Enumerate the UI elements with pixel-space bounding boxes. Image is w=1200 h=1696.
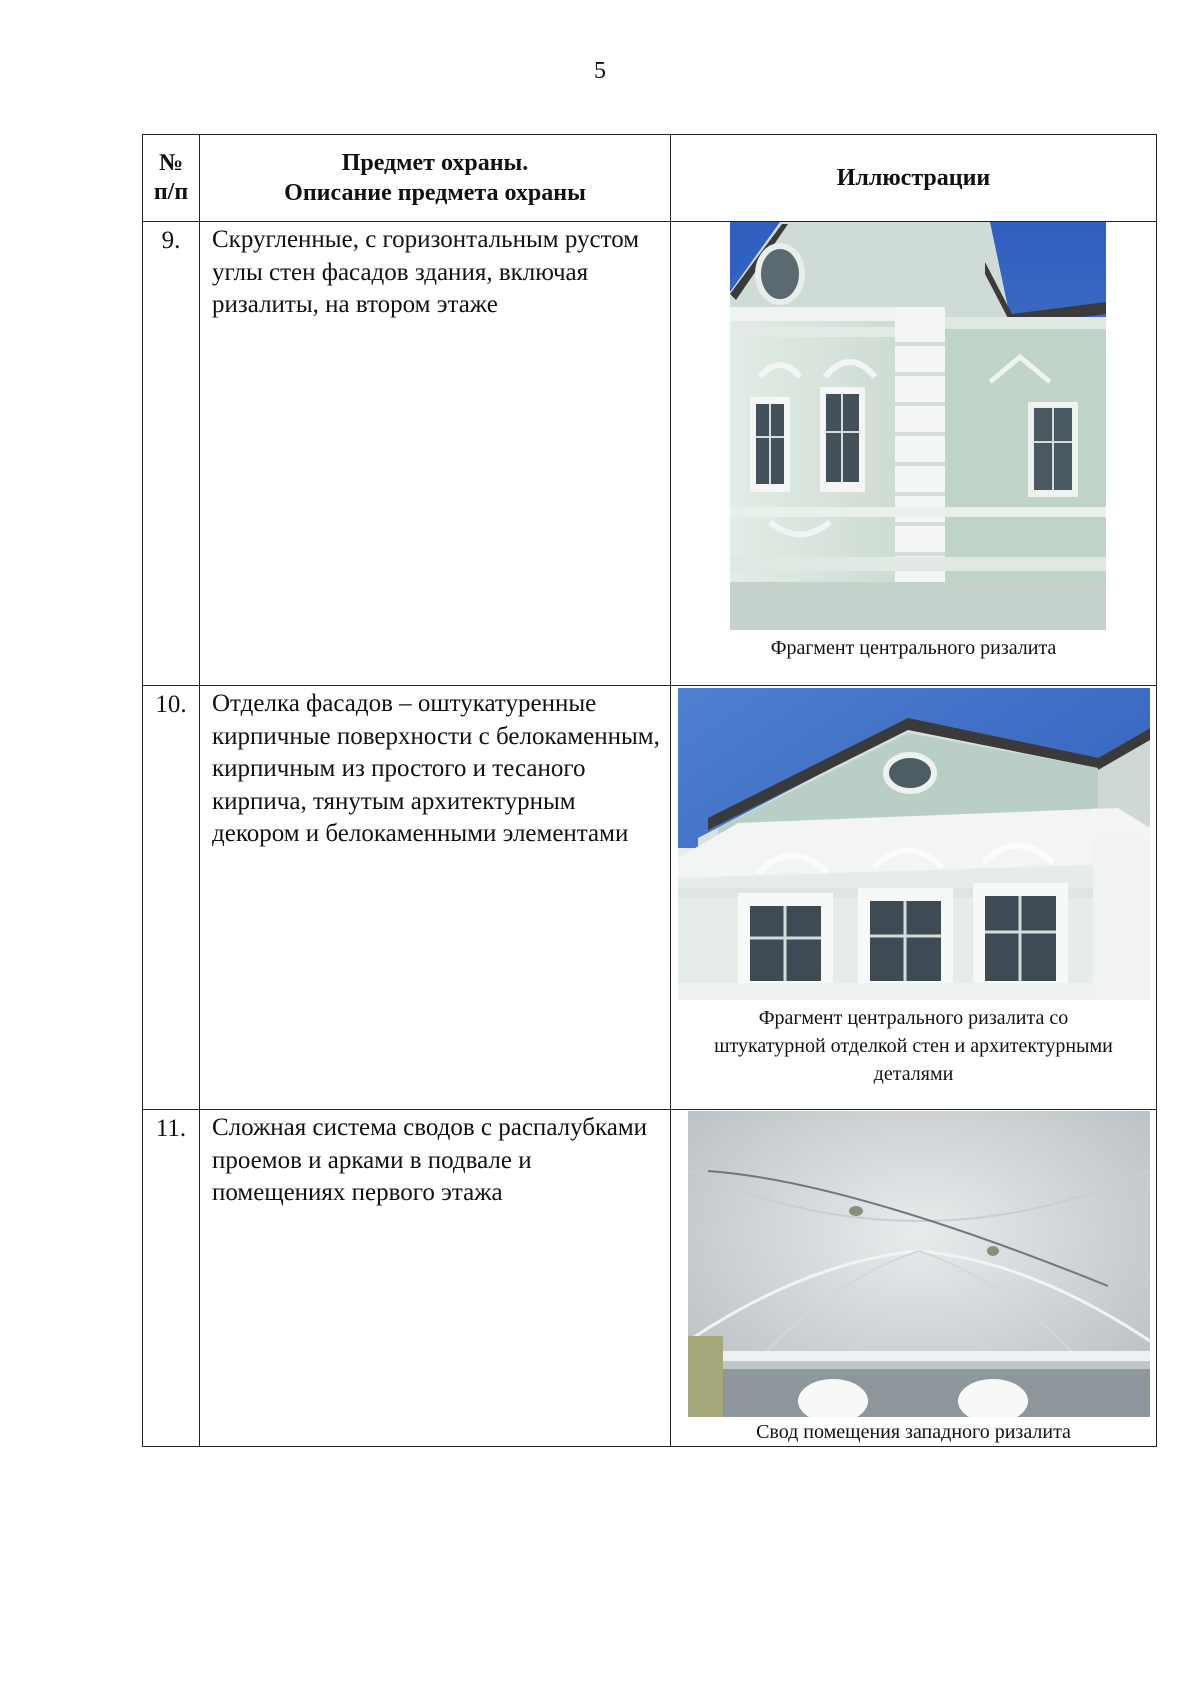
illustration-cell	[671, 222, 1157, 686]
illustration-caption: Фрагмент центрального ризалита со штукатурной отделкой стен и архитектурными деталями	[714, 1007, 1113, 1085]
facade-corner-photo	[730, 222, 1106, 630]
illustration-cell	[671, 686, 1157, 1110]
header-illustrations: Иллюстрации	[671, 135, 1157, 222]
row-number: 9.	[143, 222, 200, 686]
illustration-caption: Свод помещения западного ризалита	[756, 1421, 1071, 1443]
vault-ceiling-photo	[688, 1111, 1150, 1417]
illustration-caption: Фрагмент центрального ризалита	[770, 637, 1057, 659]
header-number: № п/п	[143, 135, 200, 222]
row-number: 10.	[143, 686, 200, 1110]
page-number: 5	[594, 58, 606, 84]
row-description: Отделка фасадов – оштукатуренные кирпичные поверхности с белокаменным, кирпичным из простого и тесаного кирпича, тянутым архитектурным декором и белокаменными элементами	[200, 686, 671, 1110]
protection-subject-table	[142, 134, 1157, 1447]
row-description: Скругленные, с горизонтальным рустом углы стен фасадов здания, включая ризалиты, на втором этаже	[200, 222, 671, 686]
table-row	[143, 686, 1157, 1110]
table-header-row	[143, 135, 1157, 222]
table-row	[143, 1110, 1157, 1447]
illustration-cell	[671, 1110, 1157, 1447]
central-risalit-photo	[678, 688, 1150, 1000]
row-number: 11.	[143, 1110, 200, 1447]
table-row	[143, 222, 1157, 686]
header-subject: Предмет охраны. Описание предмета охраны	[200, 135, 671, 222]
row-description: Сложная система сводов с распалубками проемов и арками в подвале и помещениях первого этажа	[200, 1110, 671, 1447]
